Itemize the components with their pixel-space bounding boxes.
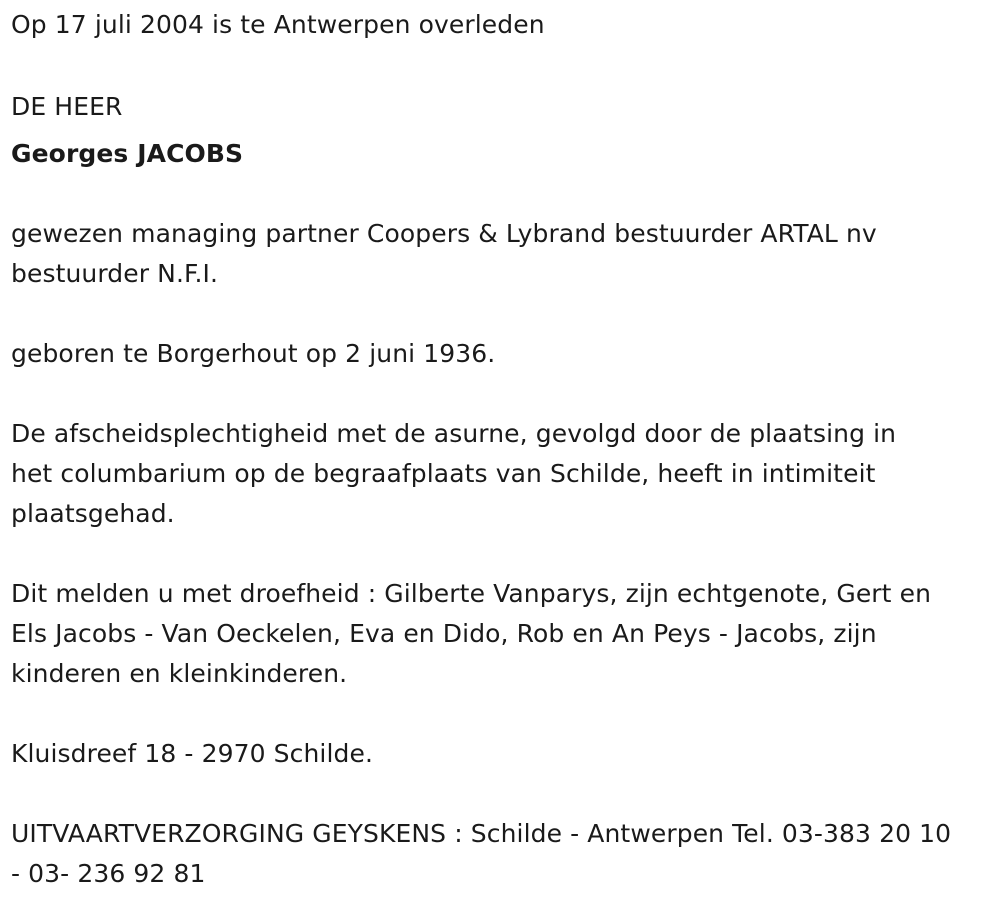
address-text: Kluisdreef 18 - 2970 Schilde. xyxy=(11,739,374,768)
birth-text: geboren te Borgerhout op 2 juni 1936. xyxy=(11,339,496,368)
family-line-1: Dit melden u met droefheid : Gilberte Vanparys, zijn echtgenote, Gert en xyxy=(11,579,932,608)
ceremony-line-3: plaatsgehad. xyxy=(11,499,175,528)
deceased-name: Georges JACOBS xyxy=(11,139,244,168)
career-line-2: bestuurder N.F.I. xyxy=(11,259,219,288)
funeral-home-line-2: - 03- 236 92 81 xyxy=(11,859,206,888)
intro-text: Op 17 juli 2004 is te Antwerpen overleden xyxy=(11,10,545,39)
funeral-home-line-1: UITVAARTVERZORGING GEYSKENS : Schilde - Antwerpen Tel. 03-383 20 10 xyxy=(11,819,952,848)
career-line-1: gewezen managing partner Coopers & Lybrand bestuurder ARTAL nv xyxy=(11,219,877,248)
family-line-2: Els Jacobs - Van Oeckelen, Eva en Dido, Rob en An Peys - Jacobs, zijn xyxy=(11,619,877,648)
ceremony-line-1: De afscheidsplechtigheid met de asurne, gevolgd door de plaatsing in xyxy=(11,419,897,448)
ceremony-line-2: het columbarium op de begraafplaats van Schilde, heeft in intimiteit xyxy=(11,459,876,488)
honorific: DE HEER xyxy=(11,92,123,121)
family-line-3: kinderen en kleinkinderen. xyxy=(11,659,348,688)
